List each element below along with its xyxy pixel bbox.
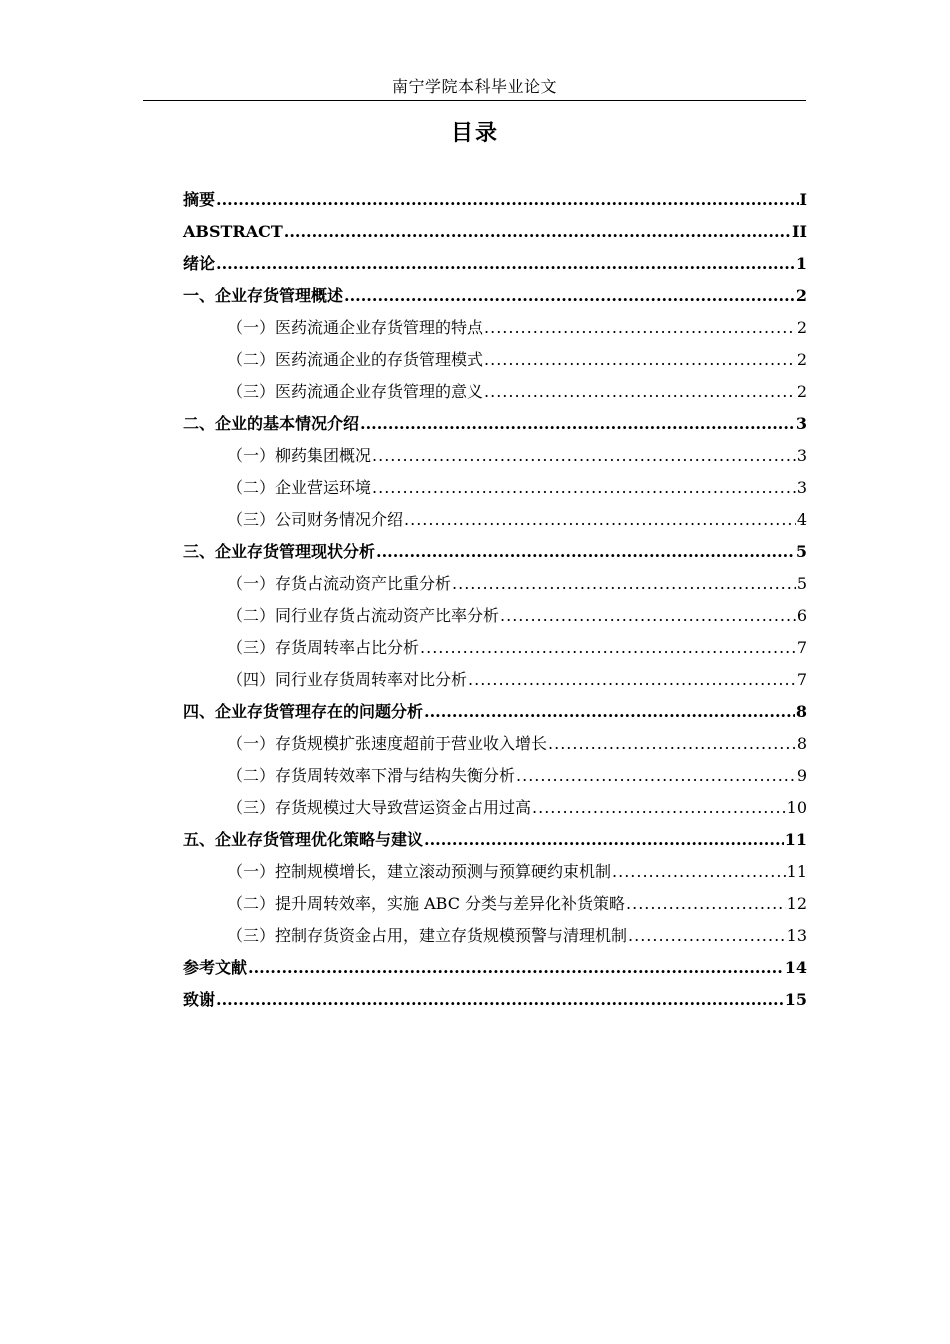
table-of-contents xyxy=(183,184,807,1016)
toc-dot-leader xyxy=(532,792,786,824)
toc-entry-page-number: 1 xyxy=(795,254,807,273)
toc-dot-leader xyxy=(372,440,796,472)
toc-dot-leader xyxy=(216,184,799,216)
toc-entry-title: 四、企业存货管理存在的问题分析 xyxy=(183,702,424,721)
toc-entry-page-number: 8 xyxy=(796,734,807,753)
toc-entry-page-number: 2 xyxy=(796,382,807,401)
toc-entry[interactable] xyxy=(183,760,807,792)
toc-dot-leader xyxy=(424,824,784,856)
toc-dot-leader xyxy=(424,696,795,728)
toc-dot-leader xyxy=(468,664,796,696)
toc-entry-page-number: 2 xyxy=(796,350,807,369)
toc-entry-page-number: 3 xyxy=(795,414,807,433)
toc-entry[interactable] xyxy=(183,856,807,888)
toc-entry[interactable] xyxy=(183,632,807,664)
toc-dot-leader xyxy=(376,536,795,568)
toc-entry-page-number: 4 xyxy=(796,510,807,529)
toc-dot-leader xyxy=(516,760,796,792)
toc-entry-title: （三）控制存货资金占用，建立存货规模预警与清理机制 xyxy=(227,926,628,945)
toc-dot-leader xyxy=(420,632,796,664)
toc-entry-title: 绪论 xyxy=(183,254,216,273)
toc-entry-title: （三）存货规模过大导致营运资金占用过高 xyxy=(227,798,532,817)
toc-entry-page-number: 11 xyxy=(784,830,807,849)
toc-dot-leader xyxy=(360,408,795,440)
toc-entry-page-number: 5 xyxy=(795,542,807,561)
toc-entry-title: 二、企业的基本情况介绍 xyxy=(183,414,360,433)
toc-entry[interactable] xyxy=(183,888,807,920)
toc-entry-title: （二）医药流通企业的存货管理模式 xyxy=(227,350,484,369)
toc-entry[interactable] xyxy=(183,984,807,1016)
toc-entry-page-number: 3 xyxy=(796,478,807,497)
toc-entry[interactable] xyxy=(183,824,807,856)
toc-entry-title: （二）企业营运环境 xyxy=(227,478,372,497)
toc-dot-leader xyxy=(216,984,784,1016)
toc-entry[interactable] xyxy=(183,440,807,472)
toc-dot-leader xyxy=(500,600,796,632)
toc-entry[interactable] xyxy=(183,600,807,632)
toc-dot-leader xyxy=(248,952,784,984)
toc-entry-title: （三）存货周转率占比分析 xyxy=(227,638,420,657)
toc-entry-title: 三、企业存货管理现状分析 xyxy=(183,542,376,561)
toc-dot-leader xyxy=(484,312,796,344)
toc-entry[interactable] xyxy=(183,216,807,248)
toc-dot-leader xyxy=(484,344,796,376)
toc-entry-page-number: 10 xyxy=(786,798,807,817)
toc-dot-leader xyxy=(216,248,795,280)
toc-entry-title: （一）医药流通企业存货管理的特点 xyxy=(227,318,484,337)
toc-entry[interactable] xyxy=(183,472,807,504)
toc-entry-page-number: 5 xyxy=(796,574,807,593)
toc-dot-leader xyxy=(284,216,791,248)
toc-dot-leader xyxy=(628,920,786,952)
toc-dot-leader xyxy=(626,888,786,920)
toc-entry-page-number: 12 xyxy=(786,894,807,913)
toc-entry-page-number: 3 xyxy=(796,446,807,465)
toc-entry-page-number: 7 xyxy=(796,670,807,689)
toc-entry-page-number: I xyxy=(799,190,807,209)
toc-entry[interactable] xyxy=(183,408,807,440)
toc-entry-title: 参考文献 xyxy=(183,958,248,977)
toc-entry[interactable] xyxy=(183,184,807,216)
toc-entry-page-number: 14 xyxy=(784,958,807,977)
toc-entry[interactable] xyxy=(183,536,807,568)
toc-entry[interactable] xyxy=(183,792,807,824)
toc-entry-title: ABSTRACT xyxy=(183,222,283,241)
toc-entry-page-number: 8 xyxy=(795,702,807,721)
toc-dot-leader xyxy=(484,376,796,408)
toc-entry[interactable] xyxy=(183,568,807,600)
toc-entry-page-number: 9 xyxy=(796,766,807,785)
toc-entry-page-number: 7 xyxy=(796,638,807,657)
toc-entry[interactable] xyxy=(183,504,807,536)
toc-entry[interactable] xyxy=(183,248,807,280)
toc-entry-page-number: 6 xyxy=(796,606,807,625)
toc-entry-title: （一）存货规模扩张速度超前于营业收入增长 xyxy=(227,734,548,753)
toc-entry-title: （三）公司财务情况介绍 xyxy=(227,510,404,529)
toc-dot-leader xyxy=(452,568,796,600)
toc-entry-page-number: 13 xyxy=(786,926,807,945)
page-header: 南宁学院本科毕业论文 xyxy=(143,74,806,101)
toc-entry-title: 致谢 xyxy=(183,990,216,1009)
toc-entry-title: （二）提升周转效率，实施 ABC 分类与差异化补货策略 xyxy=(227,894,626,913)
toc-entry[interactable] xyxy=(183,920,807,952)
toc-entry[interactable] xyxy=(183,696,807,728)
toc-entry-title: （一）柳药集团概况 xyxy=(227,446,372,465)
toc-entry-title: （三）医药流通企业存货管理的意义 xyxy=(227,382,484,401)
toc-entry-title: （二）同行业存货占流动资产比率分析 xyxy=(227,606,500,625)
toc-entry-title: 一、企业存货管理概述 xyxy=(183,286,344,305)
toc-entry-page-number: 2 xyxy=(795,286,807,305)
toc-dot-leader xyxy=(548,728,796,760)
toc-entry[interactable] xyxy=(183,280,807,312)
page-title: 目录 xyxy=(450,121,499,146)
toc-entry-page-number: 11 xyxy=(786,862,807,881)
toc-entry-title: 摘要 xyxy=(183,190,216,209)
toc-entry-title: （四）同行业存货周转率对比分析 xyxy=(227,670,468,689)
toc-entry[interactable] xyxy=(183,312,807,344)
toc-entry-page-number: II xyxy=(792,222,807,241)
toc-dot-leader xyxy=(372,472,796,504)
toc-entry[interactable] xyxy=(183,728,807,760)
toc-entry[interactable] xyxy=(183,376,807,408)
toc-dot-leader xyxy=(344,280,795,312)
toc-entry-title: （二）存货周转效率下滑与结构失衡分析 xyxy=(227,766,516,785)
toc-entry-title: 五、企业存货管理优化策略与建议 xyxy=(183,830,424,849)
toc-entry[interactable] xyxy=(183,664,807,696)
toc-dot-leader xyxy=(404,504,796,536)
toc-entry[interactable] xyxy=(183,344,807,376)
toc-entry-title: （一）存货占流动资产比重分析 xyxy=(227,574,452,593)
toc-entry[interactable] xyxy=(183,952,807,984)
toc-dot-leader xyxy=(612,856,786,888)
toc-entry-title: （一）控制规模增长，建立滚动预测与预算硬约束机制 xyxy=(227,862,612,881)
toc-entry-page-number: 15 xyxy=(784,990,807,1009)
toc-entry-page-number: 2 xyxy=(796,318,807,337)
